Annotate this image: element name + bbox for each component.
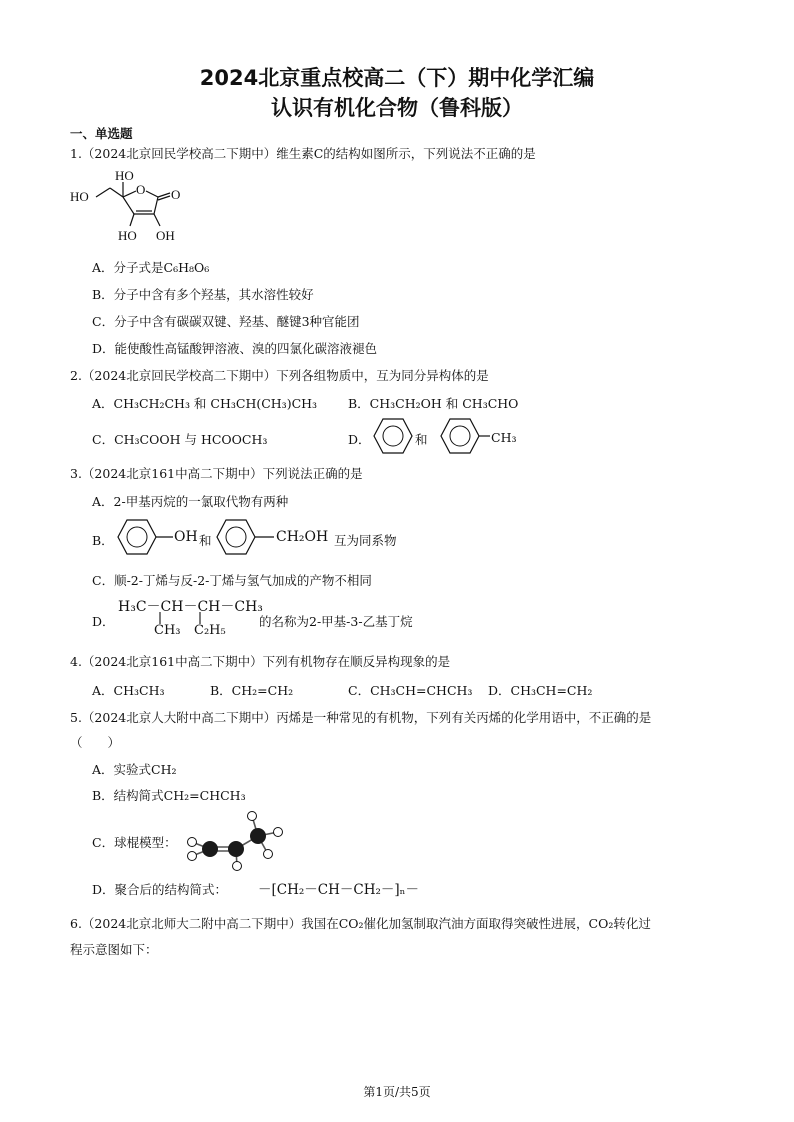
question-1-stem: 1.（2024北京回民学校高二下期中）维生素C的结构如图所示，下列说法不正确的是	[70, 146, 536, 161]
question-3-option-d-tail: 的名称为2-甲基-3-乙基丁烷	[259, 614, 413, 629]
question-5-option-d-formula: －[CH₂－CH－CH₂－]ₙ－	[258, 882, 420, 898]
question-3-option-b-label[interactable]: B．	[92, 533, 114, 548]
question-3-option-b-ch2oh: CH₂OH	[276, 529, 329, 545]
question-2-option-a[interactable]: A．CH₃CH₂CH₃ 和 CH₃CH(CH₃)CH₃	[92, 396, 318, 411]
document-title-line2: 认识有机化合物（鲁科版）	[271, 96, 523, 120]
question-4-option-b[interactable]: B．CH₂=CH₂	[210, 683, 294, 698]
question-6-stem-line2: 程示意图如下：	[70, 942, 158, 957]
question-4-option-d[interactable]: D．CH₃CH=CH₂	[488, 683, 593, 698]
question-2-stem: 2.（2024北京回民学校高二下期中）下列各组物质中，互为同分异构体的是	[70, 368, 489, 383]
question-3-option-c[interactable]: C．顺-2-丁烯与反-2-丁烯与氢气加成的产物不相同	[92, 573, 372, 588]
document-title-line1: 2024北京重点校高二（下）期中化学汇编	[199, 66, 595, 90]
question-1-option-c[interactable]: C．分子中含有碳碳双键、羟基、醚键3种官能团	[92, 314, 360, 329]
vc-ho-left: HO	[70, 189, 89, 204]
question-3-option-d-methyl: CH₃	[154, 623, 181, 638]
question-5-option-d-label[interactable]: D．聚合后的结构简式：	[92, 882, 228, 897]
section-heading: 一、单选题	[70, 126, 133, 141]
question-1-option-b[interactable]: B．分子中含有多个羟基，其水溶性较好	[92, 287, 314, 302]
benzene-ring-icon	[373, 418, 413, 454]
question-5-option-a[interactable]: A．实验式CH₂	[92, 762, 177, 777]
question-3-option-b-tail: 互为同系物	[334, 533, 397, 548]
question-5-option-c[interactable]: C．球棍模型：	[92, 835, 177, 850]
vc-oh-bottom: OH	[156, 228, 175, 243]
question-4-option-c[interactable]: C．CH₃CH=CHCH₃	[348, 683, 473, 698]
vc-ho-top: HO	[115, 168, 134, 183]
question-5-stem: 5.（2024北京人大附中高二下期中）丙烯是一种常见的有机物，下列有关丙烯的化学用语中，不正确的是	[70, 710, 652, 725]
question-6-stem-line1: 6.（2024北京北师大二附中高二下期中）我国在CO₂催化加氢制取汽油方面取得突破性进展，CO₂转化过	[70, 916, 651, 931]
question-5-option-b[interactable]: B．结构简式CH₂=CHCH₃	[92, 788, 246, 803]
question-3-option-d-ethyl: C₂H₅	[194, 623, 226, 638]
question-1-option-a[interactable]: A．分子式是C₆H₈O₆	[92, 260, 210, 275]
question-2-option-d-and: 和	[415, 432, 428, 447]
question-3-option-d-main-chain: H₃C－CH－CH－CH₃	[118, 599, 263, 615]
question-4-stem: 4.（2024北京161中高二下期中）下列有机物存在顺反异构现象的是	[70, 654, 451, 669]
question-3-option-b-oh: OH	[174, 529, 198, 545]
question-4-option-a[interactable]: A．CH₃CH₃	[92, 683, 165, 698]
question-3-option-b-and: 和	[199, 533, 212, 548]
question-2-option-d-label[interactable]: D．	[348, 432, 371, 447]
vc-ho-bottom: HO	[118, 228, 137, 243]
benzyl-alcohol-ring-icon	[216, 519, 278, 555]
page-footer: 第1页/共5页	[363, 1085, 431, 1099]
vc-keto-oxygen: O	[171, 187, 181, 202]
question-3-stem: 3.（2024北京161中高二下期中）下列说法正确的是	[70, 466, 363, 481]
question-1-option-d[interactable]: D．能使酸性高锰酸钾溶液、溴的四氯化碳溶液褪色	[92, 341, 378, 356]
vc-ring-oxygen: O	[136, 182, 146, 197]
question-3-option-d-label[interactable]: D．	[92, 614, 115, 629]
phenol-ring-icon	[117, 519, 177, 555]
question-3-option-a[interactable]: A．2-甲基丙烷的一氯取代物有两种	[92, 494, 289, 509]
question-2-option-d-ch3: CH₃	[491, 430, 517, 445]
question-2-option-c[interactable]: C．CH₃COOH 与 HCOOCH₃	[92, 432, 268, 447]
propene-ball-stick-model	[182, 808, 292, 872]
question-2-option-b[interactable]: B．CH₃CH₂OH 和 CH₃CHO	[348, 396, 519, 411]
vitamin-c-structure	[68, 166, 198, 246]
question-5-answer-paren: （ ）	[70, 735, 121, 750]
